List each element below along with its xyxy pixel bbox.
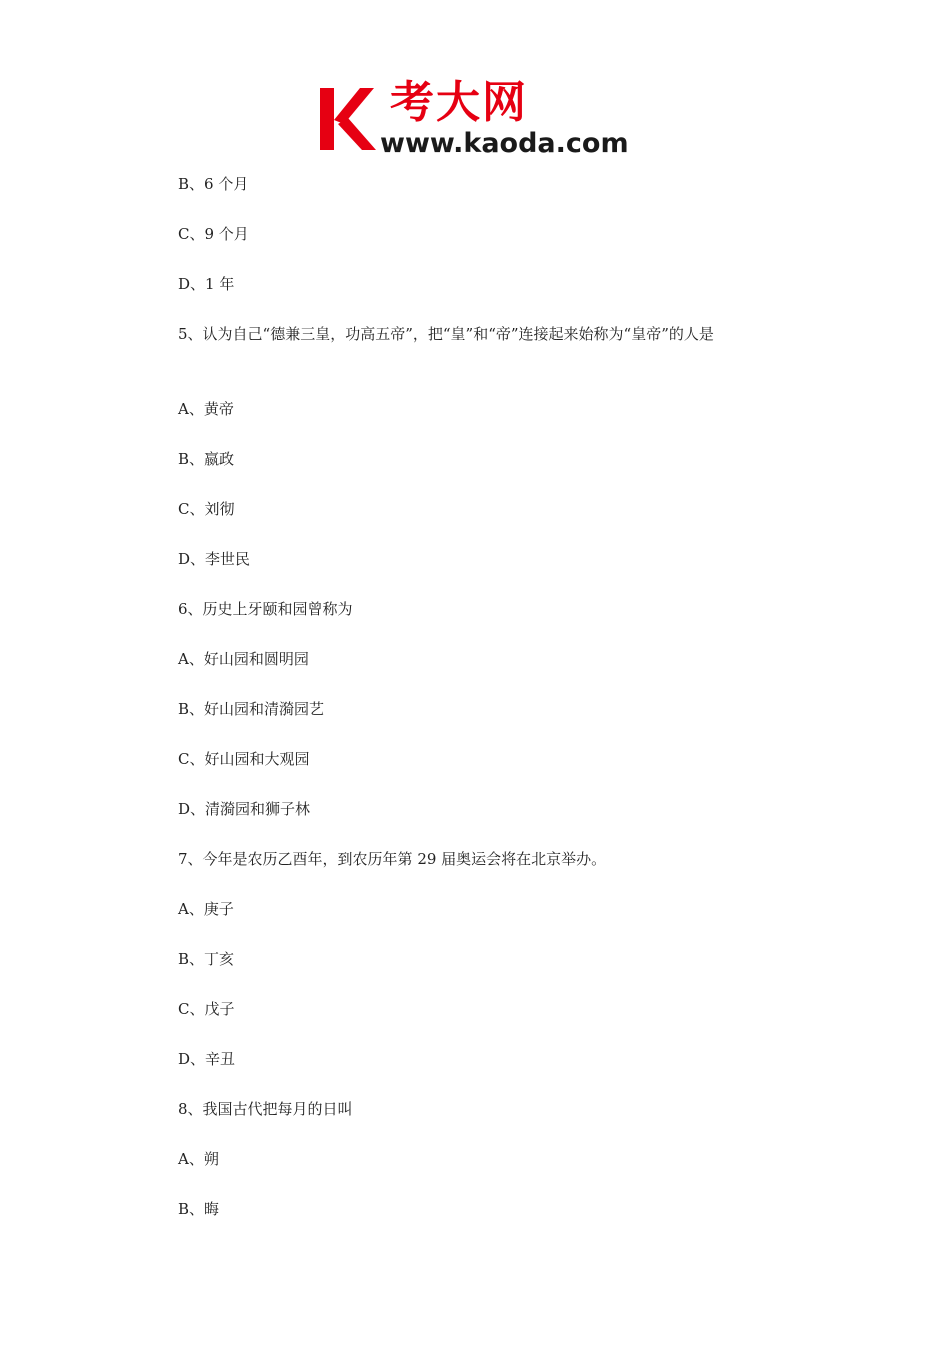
- option-a-q8: A、朔: [178, 1150, 219, 1168]
- option-b-q8: B、晦: [178, 1200, 220, 1218]
- option-d-q7: D、辛丑: [178, 1050, 236, 1068]
- question-7: 7、今年是农历乙酉年，到农历年第 29 届奥运会将在北京举办。: [178, 850, 607, 868]
- option-d-q4: D、1 年: [178, 275, 235, 293]
- question-8: 8、我国古代把每月的日叫: [178, 1100, 353, 1118]
- site-logo: [318, 78, 640, 160]
- option-b-q6: B、好山园和清漪园艺: [178, 700, 325, 718]
- option-c-q7: C、戊子: [178, 1000, 235, 1018]
- k-logo-icon: [318, 84, 386, 152]
- question-6: 6、历史上牙颐和园曾称为: [178, 600, 353, 618]
- option-a-q5: A、黄帝: [178, 400, 234, 418]
- option-d-q6: D、清漪园和狮子林: [178, 800, 311, 818]
- option-a-q6: A、好山园和圆明园: [178, 650, 309, 668]
- option-c-q5: C、刘彻: [178, 500, 235, 518]
- option-b-q5: B、嬴政: [178, 450, 235, 468]
- logo-domain: www.kaoda.com: [380, 128, 629, 159]
- option-c-q6: C、好山园和大观园: [178, 750, 310, 768]
- question-5: 5、认为自己“德兼三皇，功高五帝”，把“皇”和“帝”连接起来始称为“皇帝”的人是: [178, 325, 714, 343]
- logo-chinese-name: 考大网: [390, 77, 528, 128]
- option-b-q4: B、6 个月: [178, 175, 249, 193]
- option-c-q4: C、9 个月: [178, 225, 249, 243]
- option-a-q7: A、庚子: [178, 900, 234, 918]
- option-d-q5: D、李世民: [178, 550, 251, 568]
- option-b-q7: B、丁亥: [178, 950, 235, 968]
